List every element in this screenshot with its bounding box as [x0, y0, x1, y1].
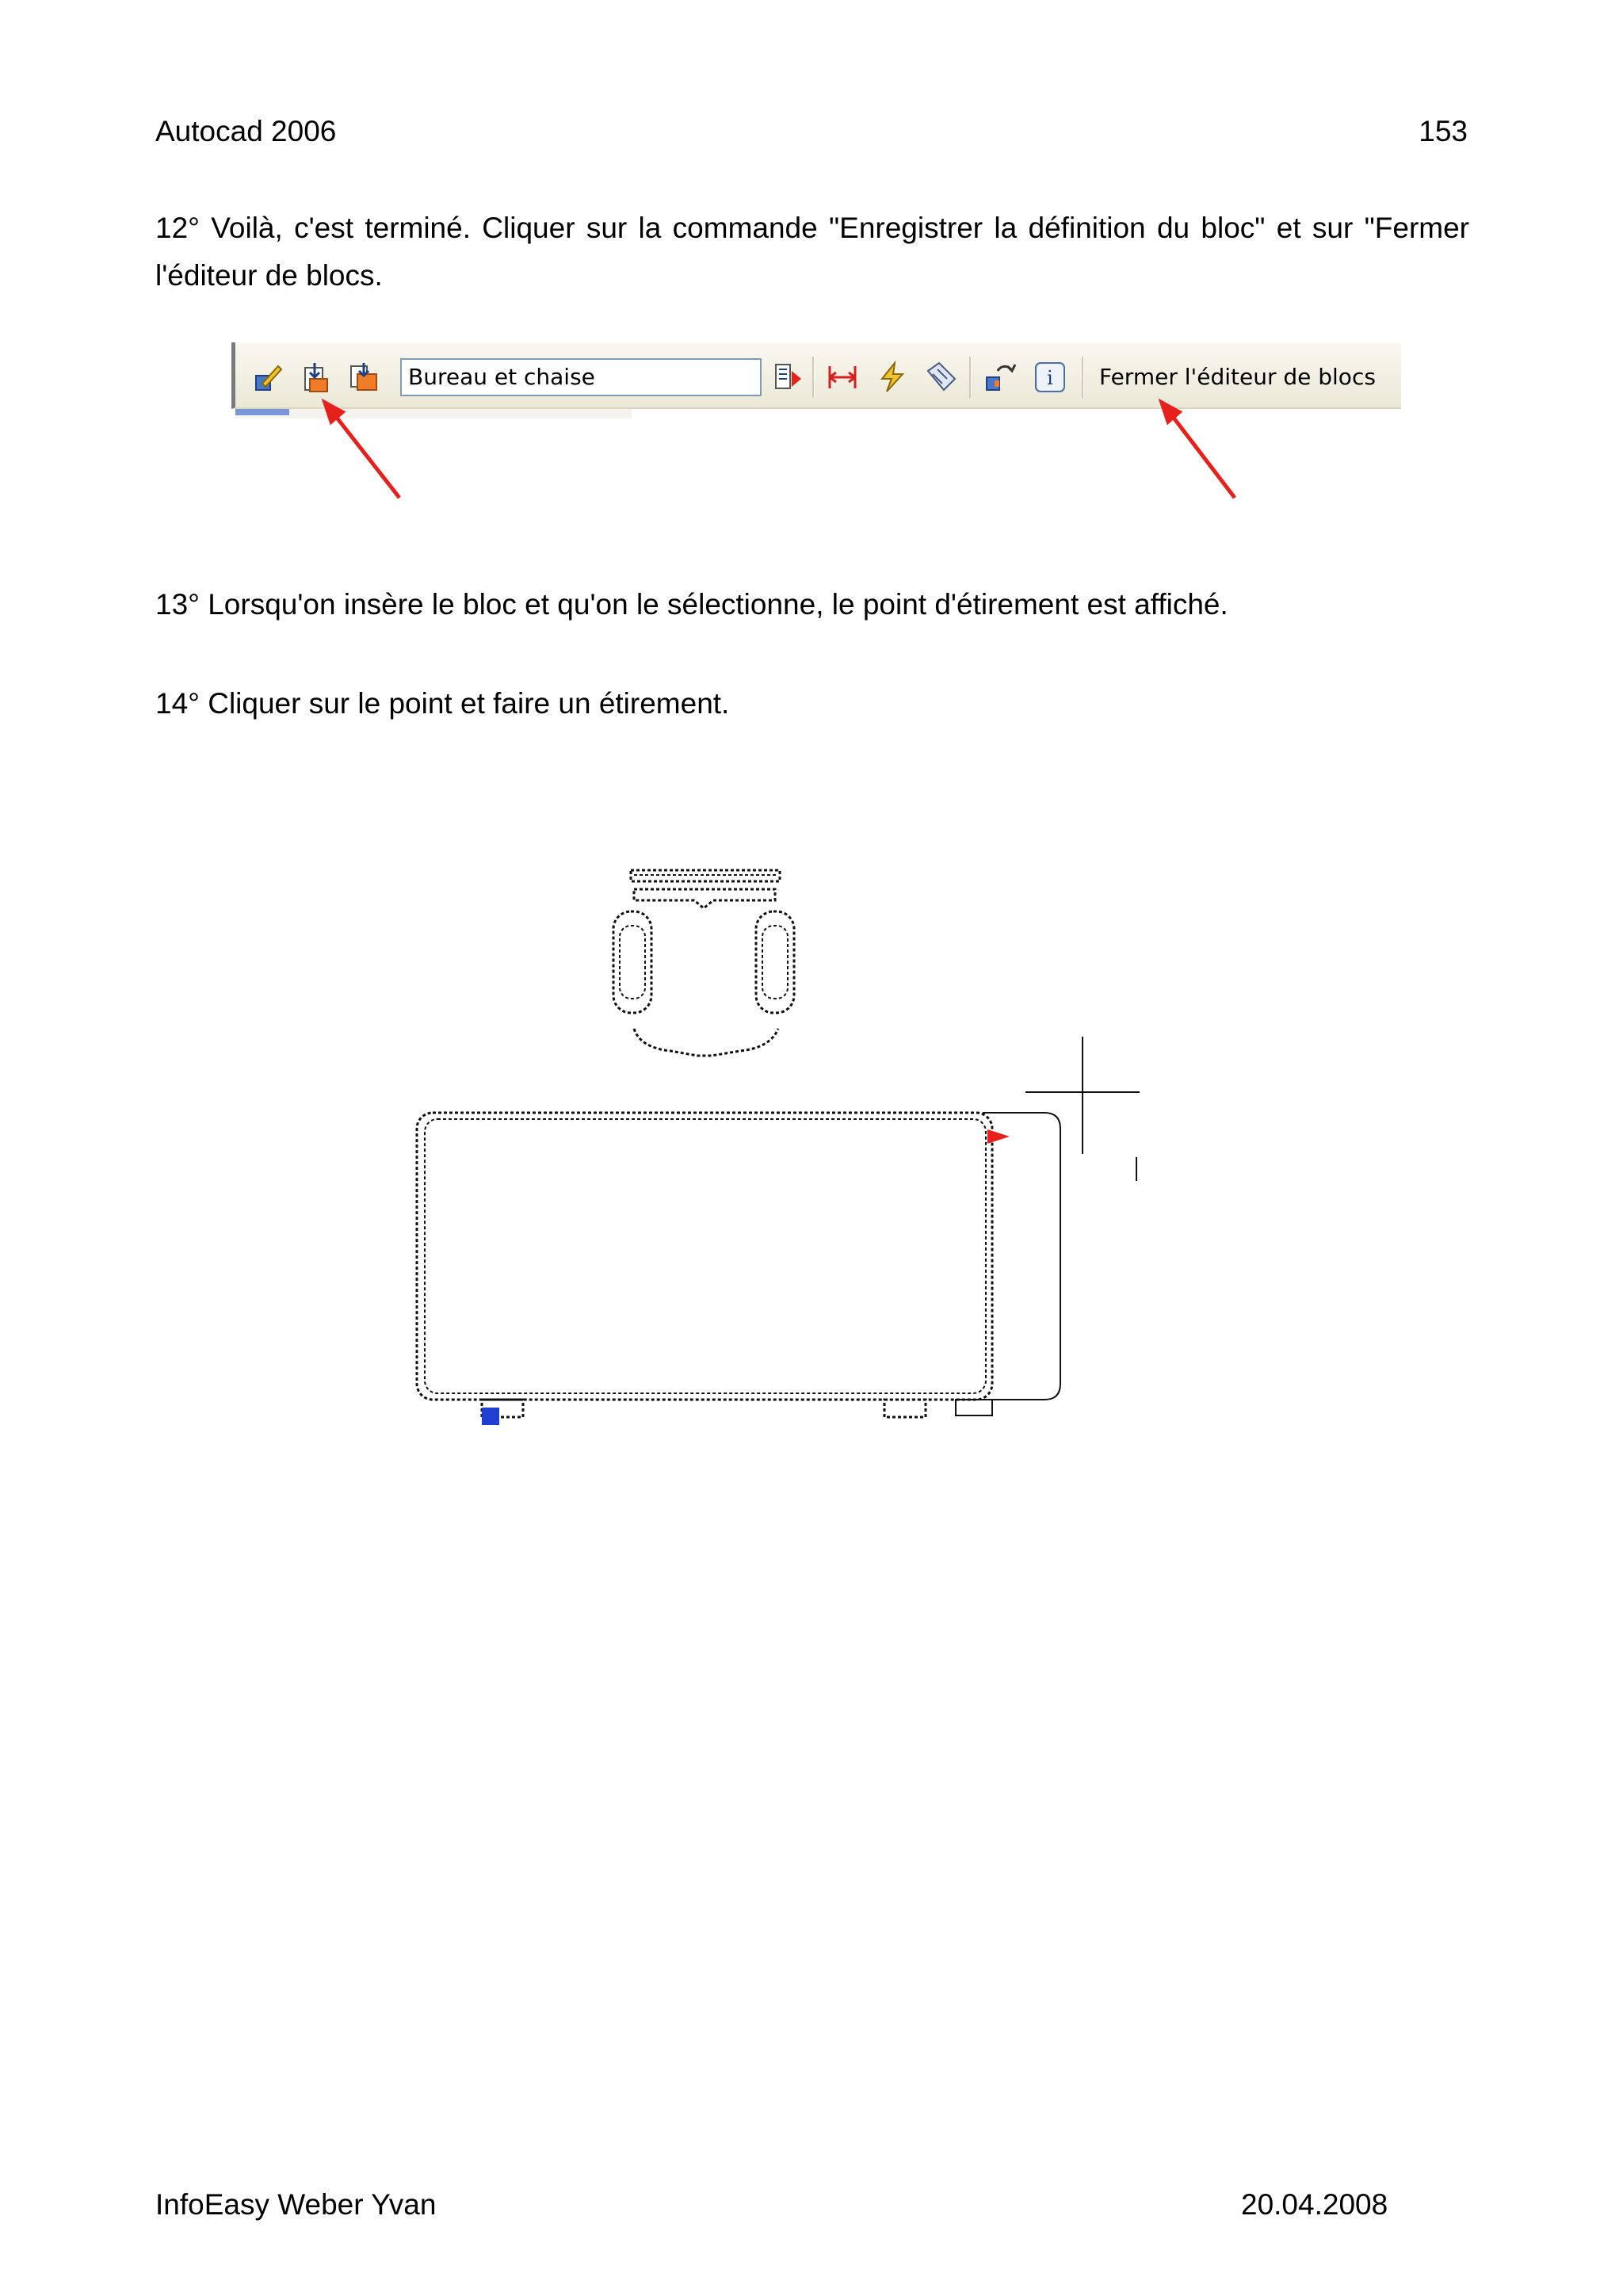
footer-date: 20.04.2008	[1241, 2188, 1388, 2221]
stretch-preview-outline	[983, 1113, 1060, 1400]
block-name-field[interactable]: Bureau et chaise	[400, 358, 762, 396]
step-14-text: 14° Cliquer sur le point et faire un étirement.	[155, 687, 730, 720]
step-13-text: 13° Lorsqu'on insère le bloc et qu'on le sélectionne, le point d'étirement est affiché.	[155, 588, 1228, 621]
desk-right-foot	[884, 1400, 926, 1417]
insertion-grip-icon	[482, 1408, 499, 1425]
chair-seat	[634, 1029, 778, 1056]
arrow-to-save-block	[325, 403, 399, 498]
block-editor-toolbar-screenshot	[231, 342, 1401, 525]
annotation-arrows	[231, 342, 1401, 525]
stretch-grip-icon	[987, 1129, 1010, 1144]
desk-and-chair-drawing	[285, 840, 1157, 1442]
chair-right-armrest-inner	[762, 926, 788, 999]
close-block-editor-button[interactable]: Fermer l'éditeur de blocs	[1099, 364, 1376, 390]
svg-text:i: i	[1047, 367, 1053, 389]
chair-left-armrest-inner	[620, 926, 645, 999]
header-title: Autocad 2006	[155, 115, 337, 147]
stretch-preview-foot	[956, 1400, 992, 1415]
arrow-to-close-editor	[1162, 403, 1235, 498]
crosshair-cursor	[1025, 1037, 1140, 1154]
desk-inner-outline	[425, 1119, 986, 1393]
chair-back-support	[634, 889, 775, 908]
desk-outline	[417, 1113, 992, 1400]
footer-author: InfoEasy Weber Yvan	[155, 2188, 437, 2221]
page-number: 153	[1419, 115, 1468, 147]
step-12-text: 12° Voilà, c'est terminé. Cliquer sur la commande "Enregistrer la définition du bloc" et sur "Fermer l'éditeur de blocs.	[155, 212, 1469, 292]
